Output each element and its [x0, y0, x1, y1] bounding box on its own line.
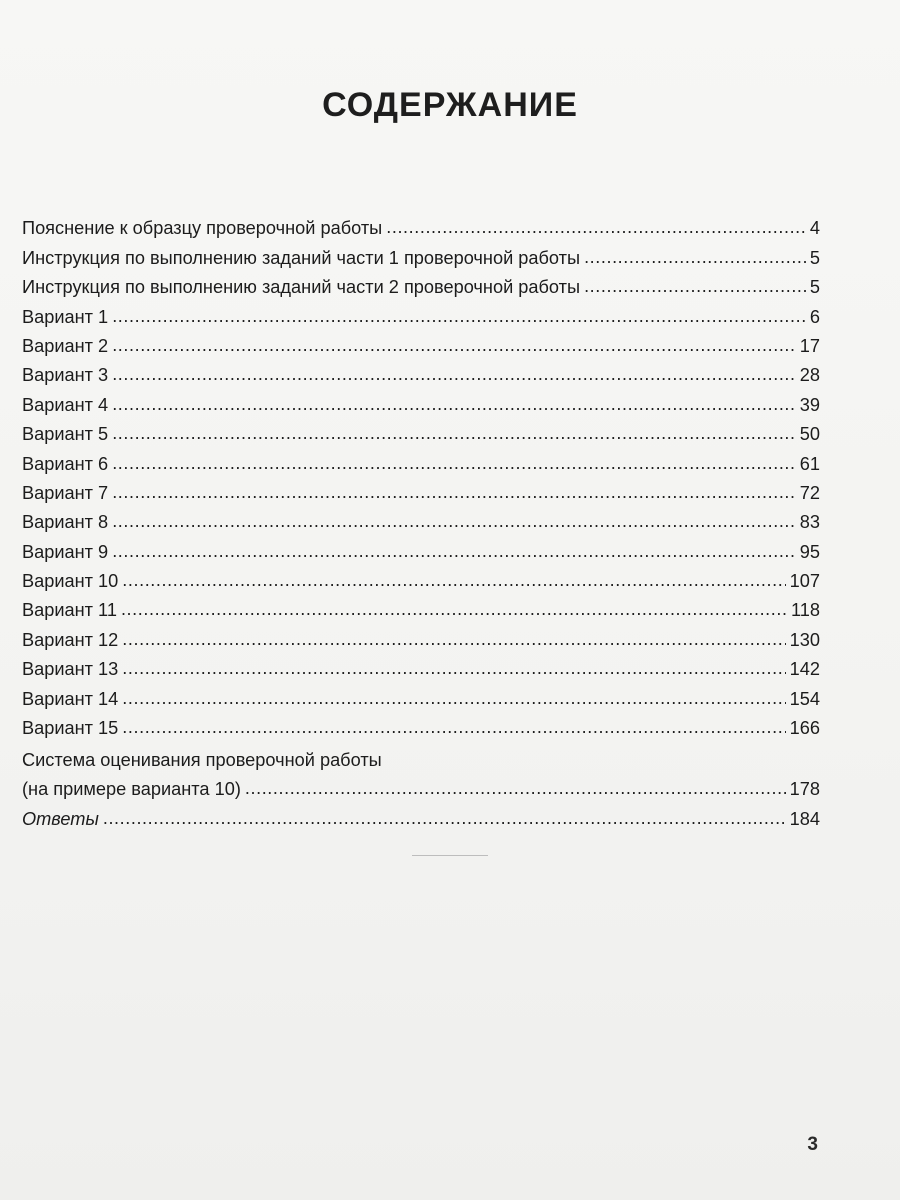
dot-leader — [122, 687, 785, 709]
toc-entry — [22, 504, 820, 533]
toc-entry-page: 5 — [809, 247, 820, 268]
toc-entry-title: Вариант 2 — [22, 335, 109, 356]
toc-entry-title: (на примере варианта 10) — [22, 779, 241, 800]
dot-leader — [112, 363, 796, 385]
toc-entry-title: Вариант 11 — [22, 600, 117, 621]
toc-entry — [22, 386, 820, 415]
toc-entry — [22, 239, 820, 268]
toc-entry-title: Пояснение к образцу проверочной работы — [22, 218, 383, 239]
toc-entry — [22, 651, 820, 680]
toc-entry-page: 184 — [789, 808, 820, 829]
toc-entry-page: 178 — [789, 779, 820, 800]
toc-entry-page: 130 — [789, 629, 820, 650]
toc-entry-page: 107 — [789, 571, 820, 592]
toc-entry-page: 50 — [799, 424, 820, 445]
toc-entry-page: 95 — [799, 541, 820, 562]
dot-leader — [386, 216, 806, 238]
toc-entry-title: Вариант 6 — [22, 453, 109, 474]
toc-entry-title: Вариант 13 — [22, 659, 119, 680]
section-divider — [412, 855, 488, 856]
toc-entry — [22, 621, 820, 650]
toc-entry-title: Вариант 5 — [22, 424, 109, 445]
toc-entry-title: Ответы — [22, 808, 99, 829]
toc-entry — [22, 269, 820, 298]
toc-entry-page: 28 — [799, 365, 820, 386]
toc-entry-title: Вариант 3 — [22, 365, 109, 386]
dot-leader — [112, 481, 796, 503]
dot-leader — [112, 334, 796, 356]
dot-leader — [122, 628, 785, 650]
toc-entry-page: 6 — [809, 306, 820, 327]
toc-entry-page: 17 — [799, 335, 820, 356]
dot-leader — [584, 246, 806, 268]
dot-leader — [112, 393, 796, 415]
toc-entry-page: 39 — [799, 394, 820, 415]
dot-leader — [112, 452, 796, 474]
toc-entry-scoring-cont — [22, 771, 820, 800]
toc-entry — [22, 416, 820, 445]
dot-leader — [103, 807, 786, 829]
toc-entry-title: Вариант 14 — [22, 688, 119, 709]
toc-entry-title: Система оценивания проверочной работы — [22, 750, 382, 771]
toc-entry — [22, 592, 820, 621]
dot-leader — [121, 598, 787, 620]
toc-entry-answers — [22, 800, 820, 829]
dot-leader — [122, 657, 785, 679]
toc-entry — [22, 328, 820, 357]
toc-entry-title: Инструкция по выполнению заданий части 1 проверочной работы — [22, 247, 581, 268]
toc-entry — [22, 475, 820, 504]
toc-entry — [22, 533, 820, 562]
toc-entry-title: Инструкция по выполнению заданий части 2 проверочной работы — [22, 277, 581, 298]
dot-leader — [112, 510, 796, 532]
toc-entry-title: Вариант 10 — [22, 571, 119, 592]
dot-leader — [112, 422, 796, 444]
toc-entry-title: Вариант 12 — [22, 629, 119, 650]
toc-entry-page: 118 — [791, 600, 820, 621]
toc-entry-page: 83 — [799, 512, 820, 533]
toc-entry — [22, 563, 820, 592]
dot-leader — [112, 305, 806, 327]
toc-entry-title: Вариант 8 — [22, 512, 109, 533]
toc-entry — [22, 210, 820, 239]
dot-leader — [112, 540, 796, 562]
toc-entry-title: Вариант 1 — [22, 306, 109, 327]
dot-leader — [122, 716, 785, 738]
toc-entry — [22, 680, 820, 709]
toc-entry-page: 4 — [809, 218, 820, 239]
page-number: 3 — [807, 1134, 818, 1155]
dot-leader — [584, 275, 806, 297]
toc-entry-title: Вариант 15 — [22, 718, 119, 739]
toc-entry-title: Вариант 7 — [22, 482, 109, 503]
toc-entry-title: Вариант 4 — [22, 394, 109, 415]
dot-leader — [122, 569, 785, 591]
toc-entry — [22, 445, 820, 474]
table-of-contents — [22, 210, 820, 830]
toc-entry-title: Вариант 9 — [22, 541, 109, 562]
toc-entry — [22, 298, 820, 327]
dot-leader — [245, 777, 786, 799]
toc-entry-page: 61 — [799, 453, 820, 474]
toc-entry-page: 154 — [789, 688, 820, 709]
toc-entry — [22, 357, 820, 386]
toc-entry — [22, 710, 820, 739]
toc-entry-page: 166 — [789, 718, 820, 739]
toc-entry-scoring — [22, 739, 820, 771]
toc-entry-page: 5 — [809, 277, 820, 298]
toc-entry-page: 72 — [799, 482, 820, 503]
toc-entry-page: 142 — [789, 659, 820, 680]
page-title: СОДЕРЖАНИЕ — [322, 86, 578, 124]
